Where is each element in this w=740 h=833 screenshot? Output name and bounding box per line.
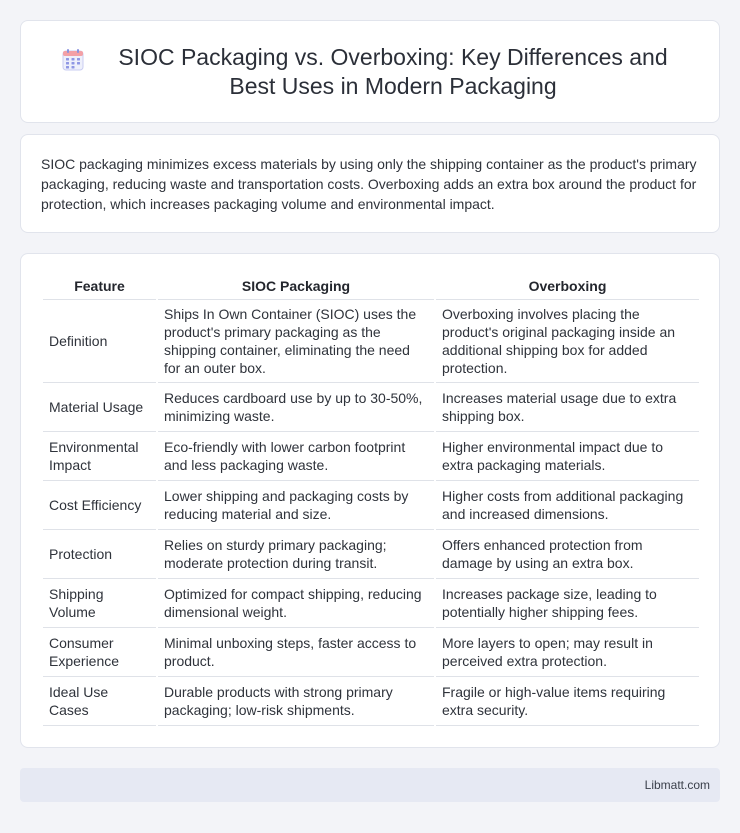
header-feature: Feature	[43, 274, 157, 299]
overboxing-cell: Higher environmental impact due to extra packaging materials.	[435, 431, 699, 480]
intro-paragraph: SIOC packaging minimizes excess materials by using only the shipping container as the product's primary packaging, reducing waste and transportation costs. Overboxing adds an extra box around the product for protection, which increases packaging volume and environmental impact.	[41, 156, 697, 212]
overboxing-cell: Overboxing involves placing the product's original packaging inside an additional shipping box for added protection.	[435, 299, 699, 382]
table-header-row	[43, 274, 699, 299]
feature-cell: Ideal Use Cases	[43, 676, 157, 725]
feature-cell: Consumer Experience	[43, 627, 157, 676]
calendar-icon	[61, 48, 85, 72]
table-row	[43, 578, 699, 627]
sioc-cell: Ships In Own Container (SIOC) uses the product's primary packaging as the shipping container, eliminating the need for an outer box.	[157, 299, 435, 382]
overboxing-cell: More layers to open; may result in perceived extra protection.	[435, 627, 699, 676]
overboxing-cell: Offers enhanced protection from damage by using an extra box.	[435, 529, 699, 578]
table-row	[43, 529, 699, 578]
table-row	[43, 676, 699, 725]
sioc-cell: Lower shipping and packaging costs by reducing material and size.	[157, 480, 435, 529]
feature-cell: Protection	[43, 529, 157, 578]
sioc-cell: Optimized for compact shipping, reducing dimensional weight.	[157, 578, 435, 627]
sioc-cell: Eco-friendly with lower carbon footprint and less packaging waste.	[157, 431, 435, 480]
table-row	[43, 382, 699, 431]
intro-card	[20, 134, 720, 233]
overboxing-cell: Fragile or high-value items requiring extra security.	[435, 676, 699, 725]
overboxing-cell: Increases package size, leading to potentially higher shipping fees.	[435, 578, 699, 627]
feature-cell: Material Usage	[43, 382, 157, 431]
sioc-cell: Reduces cardboard use by up to 30-50%, minimizing waste.	[157, 382, 435, 431]
feature-cell: Shipping Volume	[43, 578, 157, 627]
feature-cell: Cost Efficiency	[43, 480, 157, 529]
table-row	[43, 627, 699, 676]
header-overboxing: Overboxing	[435, 274, 699, 299]
comparison-table	[43, 274, 699, 726]
footer-site-link[interactable]: Libmatt.com	[644, 778, 710, 792]
header-sioc: SIOC Packaging	[157, 274, 435, 299]
footer	[20, 768, 720, 802]
page-title: SIOC Packaging vs. Overboxing: Key Differences and Best Uses in Modern Packaging	[118, 43, 668, 99]
sioc-cell: Relies on sturdy primary packaging; moderate protection during transit.	[157, 529, 435, 578]
table-row	[43, 431, 699, 480]
overboxing-cell: Higher costs from additional packaging and increased dimensions.	[435, 480, 699, 529]
feature-cell: Environmental Impact	[43, 431, 157, 480]
title-wrap	[21, 21, 719, 122]
sioc-cell: Minimal unboxing steps, faster access to product.	[157, 627, 435, 676]
feature-cell: Definition	[43, 299, 157, 382]
title-card	[20, 20, 720, 123]
table-row	[43, 299, 699, 382]
table-row	[43, 480, 699, 529]
overboxing-cell: Increases material usage due to extra shipping box.	[435, 382, 699, 431]
sioc-cell: Durable products with strong primary packaging; low-risk shipments.	[157, 676, 435, 725]
comparison-card	[20, 253, 720, 748]
